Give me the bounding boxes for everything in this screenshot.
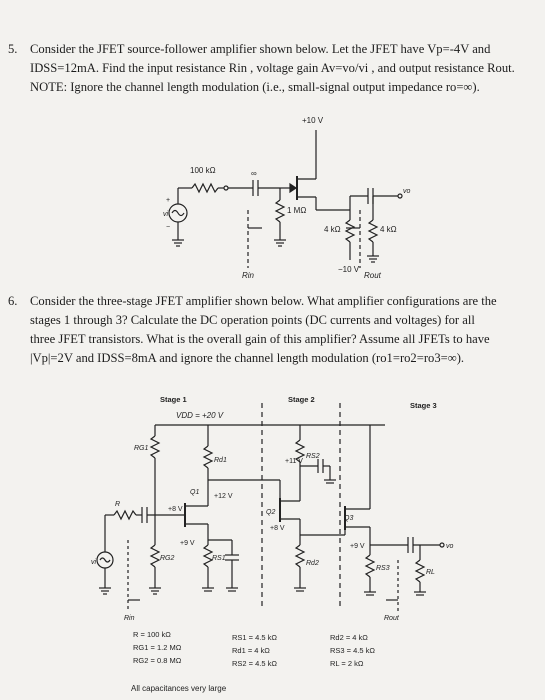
label-q1: Q1 <box>190 489 200 496</box>
resistor-r-input <box>114 511 136 519</box>
value-rl: RL = 2 kΩ <box>330 659 364 668</box>
resistor-rd2 <box>296 545 304 567</box>
label-v9b: +9 V <box>350 543 365 550</box>
value-rs1: RS1 = 4.5 kΩ <box>232 633 278 642</box>
problem-6-line-1: Consider the three-stage JFET amplifier shown below. What amplifier configurations are the <box>30 294 497 308</box>
label-rs2: RS2 <box>306 453 320 460</box>
label-vss-5: −10 V <box>338 265 360 274</box>
label-rin-6: Rin <box>124 615 135 622</box>
label-minus-5: − <box>166 224 171 231</box>
value-r: R = 100 kΩ <box>133 630 171 639</box>
label-rs1: RS1 <box>212 555 226 562</box>
sine-glyph-5 <box>172 211 184 216</box>
jfet-arrow-5 <box>290 184 296 192</box>
label-vdd-6: VDD = +20 V <box>176 411 224 420</box>
label-v11: +11 V <box>285 458 303 465</box>
label-rg1: RG1 <box>134 445 149 452</box>
resistor-rs1 <box>204 545 212 567</box>
value-rg2: RG2 = 0.8 MΩ <box>133 656 182 665</box>
resistor-100k <box>192 184 218 192</box>
label-r100k: 100 kΩ <box>190 166 216 175</box>
label-rg2: RG2 <box>160 555 175 562</box>
label-vi-6: vi <box>91 559 97 566</box>
label-rin-5: Rin <box>242 271 255 280</box>
label-vo-5: vo <box>403 188 411 195</box>
label-rout-6: Rout <box>384 615 399 622</box>
label-plus-5: + <box>166 197 171 204</box>
value-rs3: RS3 = 4.5 kΩ <box>330 646 376 655</box>
problem-6-line-3: three JFET transistors. What is the overall gain of this amplifier? Assume all JFETs to have <box>30 332 490 346</box>
caption-capacitances: All capacitances very large <box>131 684 227 693</box>
circuit-5 <box>163 116 411 280</box>
resistor-rd1 <box>204 446 212 468</box>
problem-5-line-1: Consider the JFET source-follower amplifier shown below. Let the JFET have Vp=-4V and <box>30 42 491 56</box>
label-stage-1: Stage 1 <box>160 395 187 404</box>
label-rd2: Rd2 <box>306 560 319 567</box>
resistor-rl <box>416 560 424 582</box>
resistor-rg1 <box>151 436 159 458</box>
label-v9a: +9 V <box>180 540 195 547</box>
value-rd1: Rd1 = 4 kΩ <box>232 646 270 655</box>
circuit-6 <box>91 395 454 668</box>
label-vdd-5: +10 V <box>302 116 324 125</box>
label-rs3: RS3 <box>376 565 390 572</box>
label-rd1: Rd1 <box>214 457 227 464</box>
problem-5-number: 5. <box>8 42 18 56</box>
label-1M: 1 MΩ <box>287 206 307 215</box>
label-v12: +12 V <box>214 493 233 500</box>
value-rs2: RS2 = 4.5 kΩ <box>232 659 278 668</box>
resistor-rs3 <box>366 555 374 577</box>
label-rout-5: Rout <box>364 271 381 280</box>
label-vi-5: vi <box>163 211 169 218</box>
label-v8a: +8 V <box>168 506 183 513</box>
label-stage-2: Stage 2 <box>288 395 315 404</box>
label-rl-4k: 4 kΩ <box>380 225 397 234</box>
value-table-6 <box>133 630 375 668</box>
problem-6-line-4: |Vp|=2V and IDSS=8mA and ignore the channel length modulation (ro1=ro2=ro3=∞). <box>30 351 465 365</box>
value-rd2: Rd2 = 4 kΩ <box>330 633 368 642</box>
problem-6-number: 6. <box>8 294 18 308</box>
label-vo-6: vo <box>446 543 454 550</box>
resistor-rs-4k <box>346 220 354 242</box>
label-v8b: +8 V <box>270 525 285 532</box>
label-rs-4k: 4 kΩ <box>324 225 341 234</box>
label-rl: RL <box>426 569 435 576</box>
label-r: R <box>115 501 121 508</box>
problem-5-line-2: IDSS=12mA. Find the input resistance Rin , voltage gain Av=vo/vi , and output resistance Rout. <box>30 61 515 75</box>
label-cap-inf: ∞ <box>251 169 257 178</box>
resistor-rl-4k <box>369 220 377 242</box>
resistor-1M <box>276 200 284 222</box>
problem-6-line-2: stages 1 through 3? Calculate the DC operation points (DC currents and voltages) for all <box>30 313 475 327</box>
label-q3: Q3 <box>344 515 354 522</box>
value-rg1: RG1 = 1.2 MΩ <box>133 643 182 652</box>
label-q2: Q2 <box>266 509 276 516</box>
resistor-rg2 <box>151 545 159 567</box>
label-stage-3: Stage 3 <box>410 401 437 410</box>
problem-5-line-3: NOTE: Ignore the channel length modulation (i.e., small-signal output impedance ro=∞). <box>30 80 480 94</box>
